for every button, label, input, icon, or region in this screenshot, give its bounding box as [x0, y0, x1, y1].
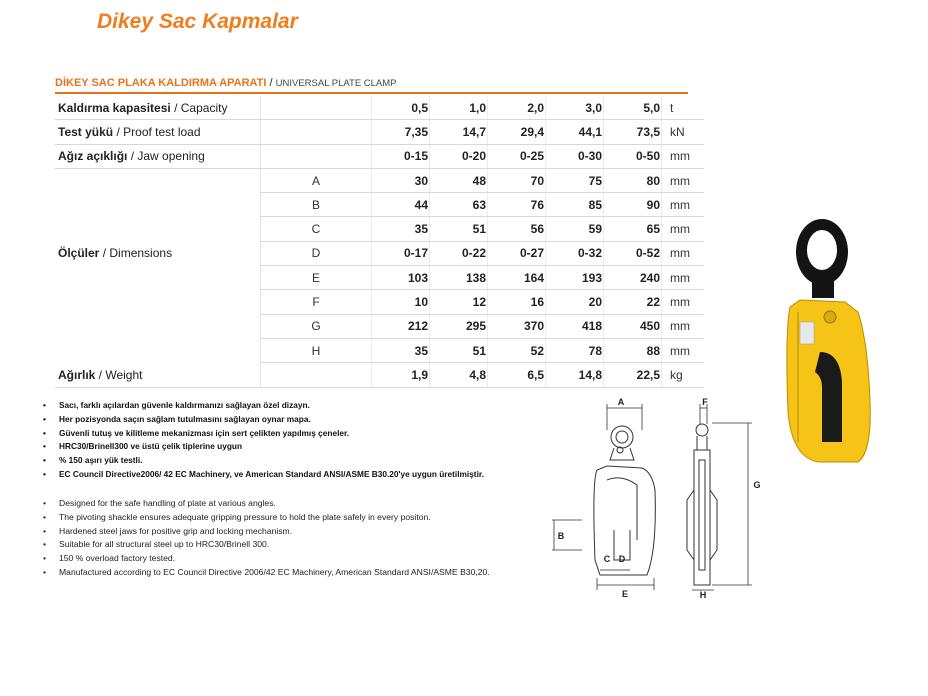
spec-value: 48: [430, 168, 488, 192]
spec-unit: mm: [662, 266, 705, 290]
dim-label-g: G: [753, 480, 761, 490]
spec-dimension-letter: E: [261, 266, 372, 290]
spec-label-en: Dimensions: [109, 246, 173, 261]
spec-value: 80: [604, 168, 662, 192]
spec-row: [55, 314, 704, 338]
spec-label-tr: Ağırlık: [58, 367, 96, 382]
spec-value: 103: [372, 266, 430, 290]
spec-value: 76: [488, 193, 546, 217]
spec-value: 295: [430, 314, 488, 338]
spec-dimension-letter: G: [261, 314, 372, 338]
spec-value: 0-17: [372, 241, 430, 265]
spec-value: 65: [604, 217, 662, 241]
features-en-list: [43, 497, 490, 580]
spec-value: 14,8: [546, 363, 604, 387]
spec-dimension-letter: C: [261, 217, 372, 241]
spec-row-label: Ağız açıklığı / Jaw opening: [55, 144, 261, 168]
spec-unit: mm: [662, 168, 705, 192]
spec-value: 0-25: [488, 144, 546, 168]
spec-value: 0-32: [546, 241, 604, 265]
spec-dimension-letter: [261, 144, 372, 168]
spec-value: 0-22: [430, 241, 488, 265]
spec-label-en: Proof test load: [123, 124, 201, 139]
spec-value: 51: [430, 338, 488, 362]
spec-unit: mm: [662, 290, 705, 314]
spec-label-en: Capacity: [180, 100, 228, 115]
dim-label-c: C: [603, 554, 611, 564]
spec-row: [55, 168, 704, 192]
table-heading: [55, 77, 397, 89]
spec-value: 70: [488, 168, 546, 192]
spec-label-en: Weight: [105, 367, 143, 382]
feature-item: • Hardened steel jaws for positive grip and locking mechanism.: [43, 525, 490, 539]
spec-row-label: Ağırlık / Weight: [55, 363, 261, 387]
spec-label-tr: Ölçüler: [58, 246, 100, 261]
spec-row-label: [55, 290, 261, 314]
spec-value: 1,0: [430, 96, 488, 120]
spec-label-tr: Ağız açıklığı: [58, 149, 128, 164]
spec-row: [55, 217, 704, 241]
spec-unit: mm: [662, 144, 705, 168]
spec-value: 4,8: [430, 363, 488, 387]
spec-row-label: [55, 217, 261, 241]
spec-value: 22: [604, 290, 662, 314]
spec-row-label: Ölçüler / Dimensions: [58, 246, 173, 261]
spec-value: 7,35: [372, 120, 430, 144]
spec-row: [55, 241, 704, 265]
spec-unit: mm: [662, 314, 705, 338]
spec-label-tr: Kaldırma kapasitesi: [58, 100, 171, 115]
spec-row-label: [55, 193, 261, 217]
spec-value: 22,5: [604, 363, 662, 387]
feature-item: • EC Council Directive2006/ 42 EC Machinery, ve American Standard ANSI/ASME B30.20'ye uygun üretilmiştir.: [43, 468, 484, 482]
spec-value: 2,0: [488, 96, 546, 120]
dimension-drawing: [552, 390, 772, 605]
feature-item: • % 150 aşırı yük testli.: [43, 454, 484, 468]
spec-value: 212: [372, 314, 430, 338]
spec-value: 90: [604, 193, 662, 217]
spec-value: 5,0: [604, 96, 662, 120]
feature-item: • HRC30/Brinell300 ve üstü çelik tiplerine uygun: [43, 440, 484, 454]
spec-value: 14,7: [430, 120, 488, 144]
spec-row-label: [55, 168, 261, 192]
spec-value: 0-27: [488, 241, 546, 265]
spec-value: 35: [372, 338, 430, 362]
spec-value: 0-50: [604, 144, 662, 168]
spec-value: 51: [430, 217, 488, 241]
dim-label-a: A: [617, 397, 625, 407]
spec-value: 6,5: [488, 363, 546, 387]
spec-row: [55, 338, 704, 362]
spec-row: [55, 266, 704, 290]
spec-value: 370: [488, 314, 546, 338]
product-photo: [770, 212, 880, 472]
spec-unit: mm: [662, 338, 705, 362]
spec-unit: mm: [662, 217, 705, 241]
spec-value: 450: [604, 314, 662, 338]
spec-row: [55, 96, 704, 120]
spec-value: 56: [488, 217, 546, 241]
feature-item: • Her pozisyonda saçın sağlam tutulmasını sağlayan oynar mapa.: [43, 413, 484, 427]
feature-item: • The pivoting shackle ensures adequate gripping pressure to hold the plate safely in every positon.: [43, 511, 490, 525]
spec-row-label: Test yükü / Proof test load: [55, 120, 261, 144]
spec-value: 418: [546, 314, 604, 338]
spec-value: 44,1: [546, 120, 604, 144]
spec-value: 30: [372, 168, 430, 192]
spec-value: 12: [430, 290, 488, 314]
spec-value: 138: [430, 266, 488, 290]
spec-value: 52: [488, 338, 546, 362]
spec-label-tr: Test yükü: [58, 124, 114, 139]
spec-label-en: Jaw opening: [137, 149, 205, 164]
spec-value: 0-30: [546, 144, 604, 168]
spec-row-label: [55, 338, 261, 362]
feature-item: • Sacı, farklı açılardan güvenle kaldırmanızı sağlayan özel dizayn.: [43, 399, 484, 413]
spec-row-label: Kaldırma kapasitesi / Capacity: [55, 96, 261, 120]
dim-label-b: B: [557, 531, 565, 541]
spec-dimension-letter: B: [261, 193, 372, 217]
spec-row: [55, 120, 704, 144]
spec-row-label: [55, 266, 261, 290]
dim-label-e: E: [621, 589, 629, 599]
feature-item: • Designed for the safe handling of plate at various angles.: [43, 497, 490, 511]
feature-item: • 150 % overload factory tested.: [43, 552, 490, 566]
spec-value: 29,4: [488, 120, 546, 144]
spec-value: 193: [546, 266, 604, 290]
spec-unit: mm: [662, 193, 705, 217]
spec-dimension-letter: [261, 363, 372, 387]
spec-value: 0,5: [372, 96, 430, 120]
spec-dimension-letter: D: [261, 241, 372, 265]
spec-table: [55, 96, 704, 388]
spec-dimension-letter: F: [261, 290, 372, 314]
spec-value: 10: [372, 290, 430, 314]
dim-label-f: F: [702, 397, 708, 407]
feature-item: • Güvenli tutuş ve kilitleme mekanizması için sert çelikten yapılmış çeneler.: [43, 427, 484, 441]
table-heading-tr: DİKEY SAC PLAKA KALDIRMA APARATI: [55, 77, 267, 89]
spec-value: 0-20: [430, 144, 488, 168]
spec-row-label: [55, 314, 261, 338]
spec-dimension-letter: [261, 96, 372, 120]
spec-row: [55, 144, 704, 168]
spec-value: 240: [604, 266, 662, 290]
spec-dimension-letter: A: [261, 168, 372, 192]
spec-row: [55, 290, 704, 314]
spec-value: 164: [488, 266, 546, 290]
feature-item: • Manufactured according to EC Council Directive 2006/42 EC Machinery, American Standard ANSI/ASME B30,20.: [43, 566, 490, 580]
spec-unit: mm: [662, 241, 705, 265]
spec-dimension-letter: [261, 120, 372, 144]
dim-label-d: D: [618, 554, 626, 564]
spec-dimension-letter: H: [261, 338, 372, 362]
spec-row: [55, 193, 704, 217]
spec-value: 75: [546, 168, 604, 192]
spec-unit: kg: [662, 363, 705, 387]
spec-value: 63: [430, 193, 488, 217]
spec-value: 73,5: [604, 120, 662, 144]
spec-unit: t: [662, 96, 705, 120]
spec-value: 1,9: [372, 363, 430, 387]
spec-value: 59: [546, 217, 604, 241]
features-tr-list: [43, 399, 484, 482]
spec-unit: kN: [662, 120, 705, 144]
spec-value: 78: [546, 338, 604, 362]
spec-value: 20: [546, 290, 604, 314]
spec-value: 0-15: [372, 144, 430, 168]
feature-item: • Suitable for all structural steel up to HRC30/Brinell 300.: [43, 538, 490, 552]
spec-value: 44: [372, 193, 430, 217]
page-title: Dikey Sac Kapmalar: [97, 10, 298, 33]
spec-value: 16: [488, 290, 546, 314]
dim-label-h: H: [699, 590, 707, 600]
spec-value: 85: [546, 193, 604, 217]
spec-value: 35: [372, 217, 430, 241]
spec-value: 88: [604, 338, 662, 362]
table-heading-en: UNIVERSAL PLATE CLAMP: [275, 78, 397, 89]
spec-value: 3,0: [546, 96, 604, 120]
spec-row: [55, 363, 704, 387]
table-heading-separator: /: [266, 77, 276, 89]
spec-value: 0-52: [604, 241, 662, 265]
table-heading-rule: [55, 92, 688, 94]
